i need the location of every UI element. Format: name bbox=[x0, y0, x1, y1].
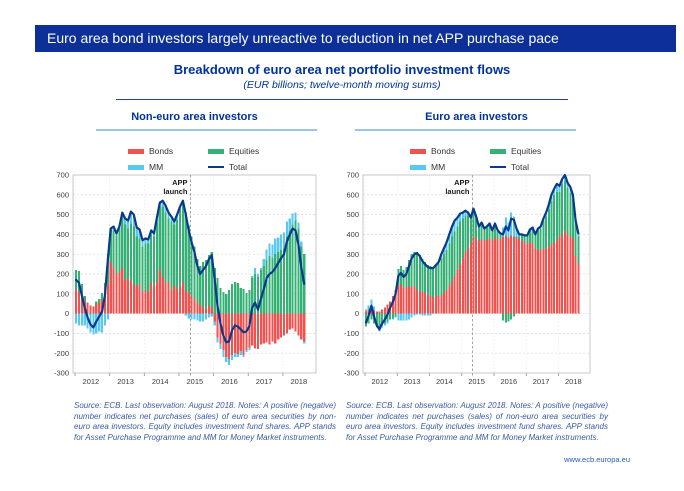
legend-label: MM bbox=[149, 162, 164, 172]
chart-non-euro-investors bbox=[33, 169, 325, 389]
svg-text:launch: launch bbox=[445, 187, 470, 196]
svg-text:600: 600 bbox=[346, 190, 359, 200]
svg-text:100: 100 bbox=[346, 289, 359, 299]
svg-text:0: 0 bbox=[354, 309, 359, 319]
svg-text:200: 200 bbox=[56, 269, 69, 279]
legend-label: Bonds bbox=[149, 146, 174, 156]
legend-label: Bonds bbox=[431, 146, 456, 156]
svg-text:2017: 2017 bbox=[532, 377, 550, 386]
equities-swatch bbox=[208, 149, 224, 154]
svg-text:2016: 2016 bbox=[221, 377, 238, 386]
svg-text:700: 700 bbox=[56, 170, 69, 180]
bonds-swatch bbox=[128, 149, 144, 154]
svg-text:launch: launch bbox=[163, 187, 188, 196]
svg-text:100: 100 bbox=[56, 289, 69, 299]
svg-text:-100: -100 bbox=[53, 329, 69, 338]
svg-text:2012: 2012 bbox=[371, 377, 389, 386]
title-rule bbox=[116, 99, 568, 100]
svg-text:2018: 2018 bbox=[564, 377, 582, 386]
chart-euro-investors bbox=[323, 169, 599, 389]
ecb-url: www.ecb.europa.eu bbox=[564, 455, 630, 464]
legend-label: Total bbox=[511, 162, 529, 172]
svg-text:-100: -100 bbox=[343, 329, 359, 338]
svg-text:-200: -200 bbox=[53, 348, 69, 358]
source-note-right: Source: ECB. Last observation: August 2018. Notes: A positive (negative) number indicates net purchases (sales) of non-euro area securities by euro area investors. Equity includes investment fund shares. APP stands for Asset Purchase Programme and MM for Money Market instruments. bbox=[346, 401, 608, 442]
svg-text:2013: 2013 bbox=[117, 377, 134, 386]
svg-text:2015: 2015 bbox=[468, 377, 485, 386]
svg-text:2013: 2013 bbox=[403, 377, 421, 386]
legend-item-equities bbox=[208, 146, 308, 156]
equities-swatch bbox=[490, 149, 506, 154]
svg-text:2018: 2018 bbox=[290, 377, 308, 386]
svg-text:2015: 2015 bbox=[186, 377, 204, 386]
legend-label: Equities bbox=[511, 146, 542, 156]
svg-text:300: 300 bbox=[346, 249, 359, 259]
total-swatch bbox=[208, 166, 224, 169]
svg-text:300: 300 bbox=[56, 249, 69, 259]
svg-text:400: 400 bbox=[56, 230, 69, 239]
svg-text:2012: 2012 bbox=[82, 377, 100, 386]
svg-text:-200: -200 bbox=[343, 348, 359, 358]
legend-item-bonds bbox=[410, 146, 490, 156]
svg-text:2014: 2014 bbox=[435, 377, 453, 386]
svg-text:APP: APP bbox=[454, 178, 470, 187]
legend-item-bonds bbox=[128, 146, 208, 156]
chart-title-non-euro: Non-euro area investors bbox=[131, 111, 258, 123]
svg-text:2016: 2016 bbox=[500, 377, 518, 386]
page-title: Breakdown of euro area net portfolio investment flows bbox=[173, 62, 511, 77]
svg-text:-300: -300 bbox=[53, 368, 69, 378]
svg-text:400: 400 bbox=[346, 230, 359, 239]
svg-text:600: 600 bbox=[56, 190, 69, 200]
svg-text:700: 700 bbox=[346, 170, 359, 180]
svg-text:2017: 2017 bbox=[255, 377, 273, 386]
chart-title-euro: Euro area investors bbox=[425, 111, 528, 123]
svg-text:500: 500 bbox=[346, 210, 359, 220]
chart-title-underline-right bbox=[355, 129, 576, 131]
source-note-left: Source: ECB. Last observation: August 2018. Notes: A positive (negative) number indicates net purchases (sales) of euro area securities by non-euro area investors. Equity includes investment fund shares. APP stands for Asset Purchase Programme and MM for Money Market instruments. bbox=[74, 401, 336, 442]
svg-text:500: 500 bbox=[56, 210, 69, 220]
total-swatch bbox=[490, 166, 506, 169]
svg-text:200: 200 bbox=[346, 269, 359, 279]
bonds-swatch bbox=[410, 149, 426, 154]
chart-title-underline-left bbox=[96, 129, 317, 131]
svg-text:0: 0 bbox=[64, 309, 69, 319]
legend-label: Equities bbox=[229, 146, 260, 156]
svg-text:2014: 2014 bbox=[151, 377, 169, 386]
legend-label: MM bbox=[431, 162, 446, 172]
headline-banner: Euro area bond investors largely unreactive to reduction in net APP purchase pace bbox=[35, 25, 676, 52]
legend-item-equities bbox=[490, 146, 590, 156]
svg-text:-300: -300 bbox=[343, 368, 359, 378]
page-subtitle: (EUR billions; twelve-month moving sums) bbox=[243, 79, 441, 91]
legend-label: Total bbox=[229, 162, 247, 172]
svg-text:APP: APP bbox=[172, 178, 188, 187]
